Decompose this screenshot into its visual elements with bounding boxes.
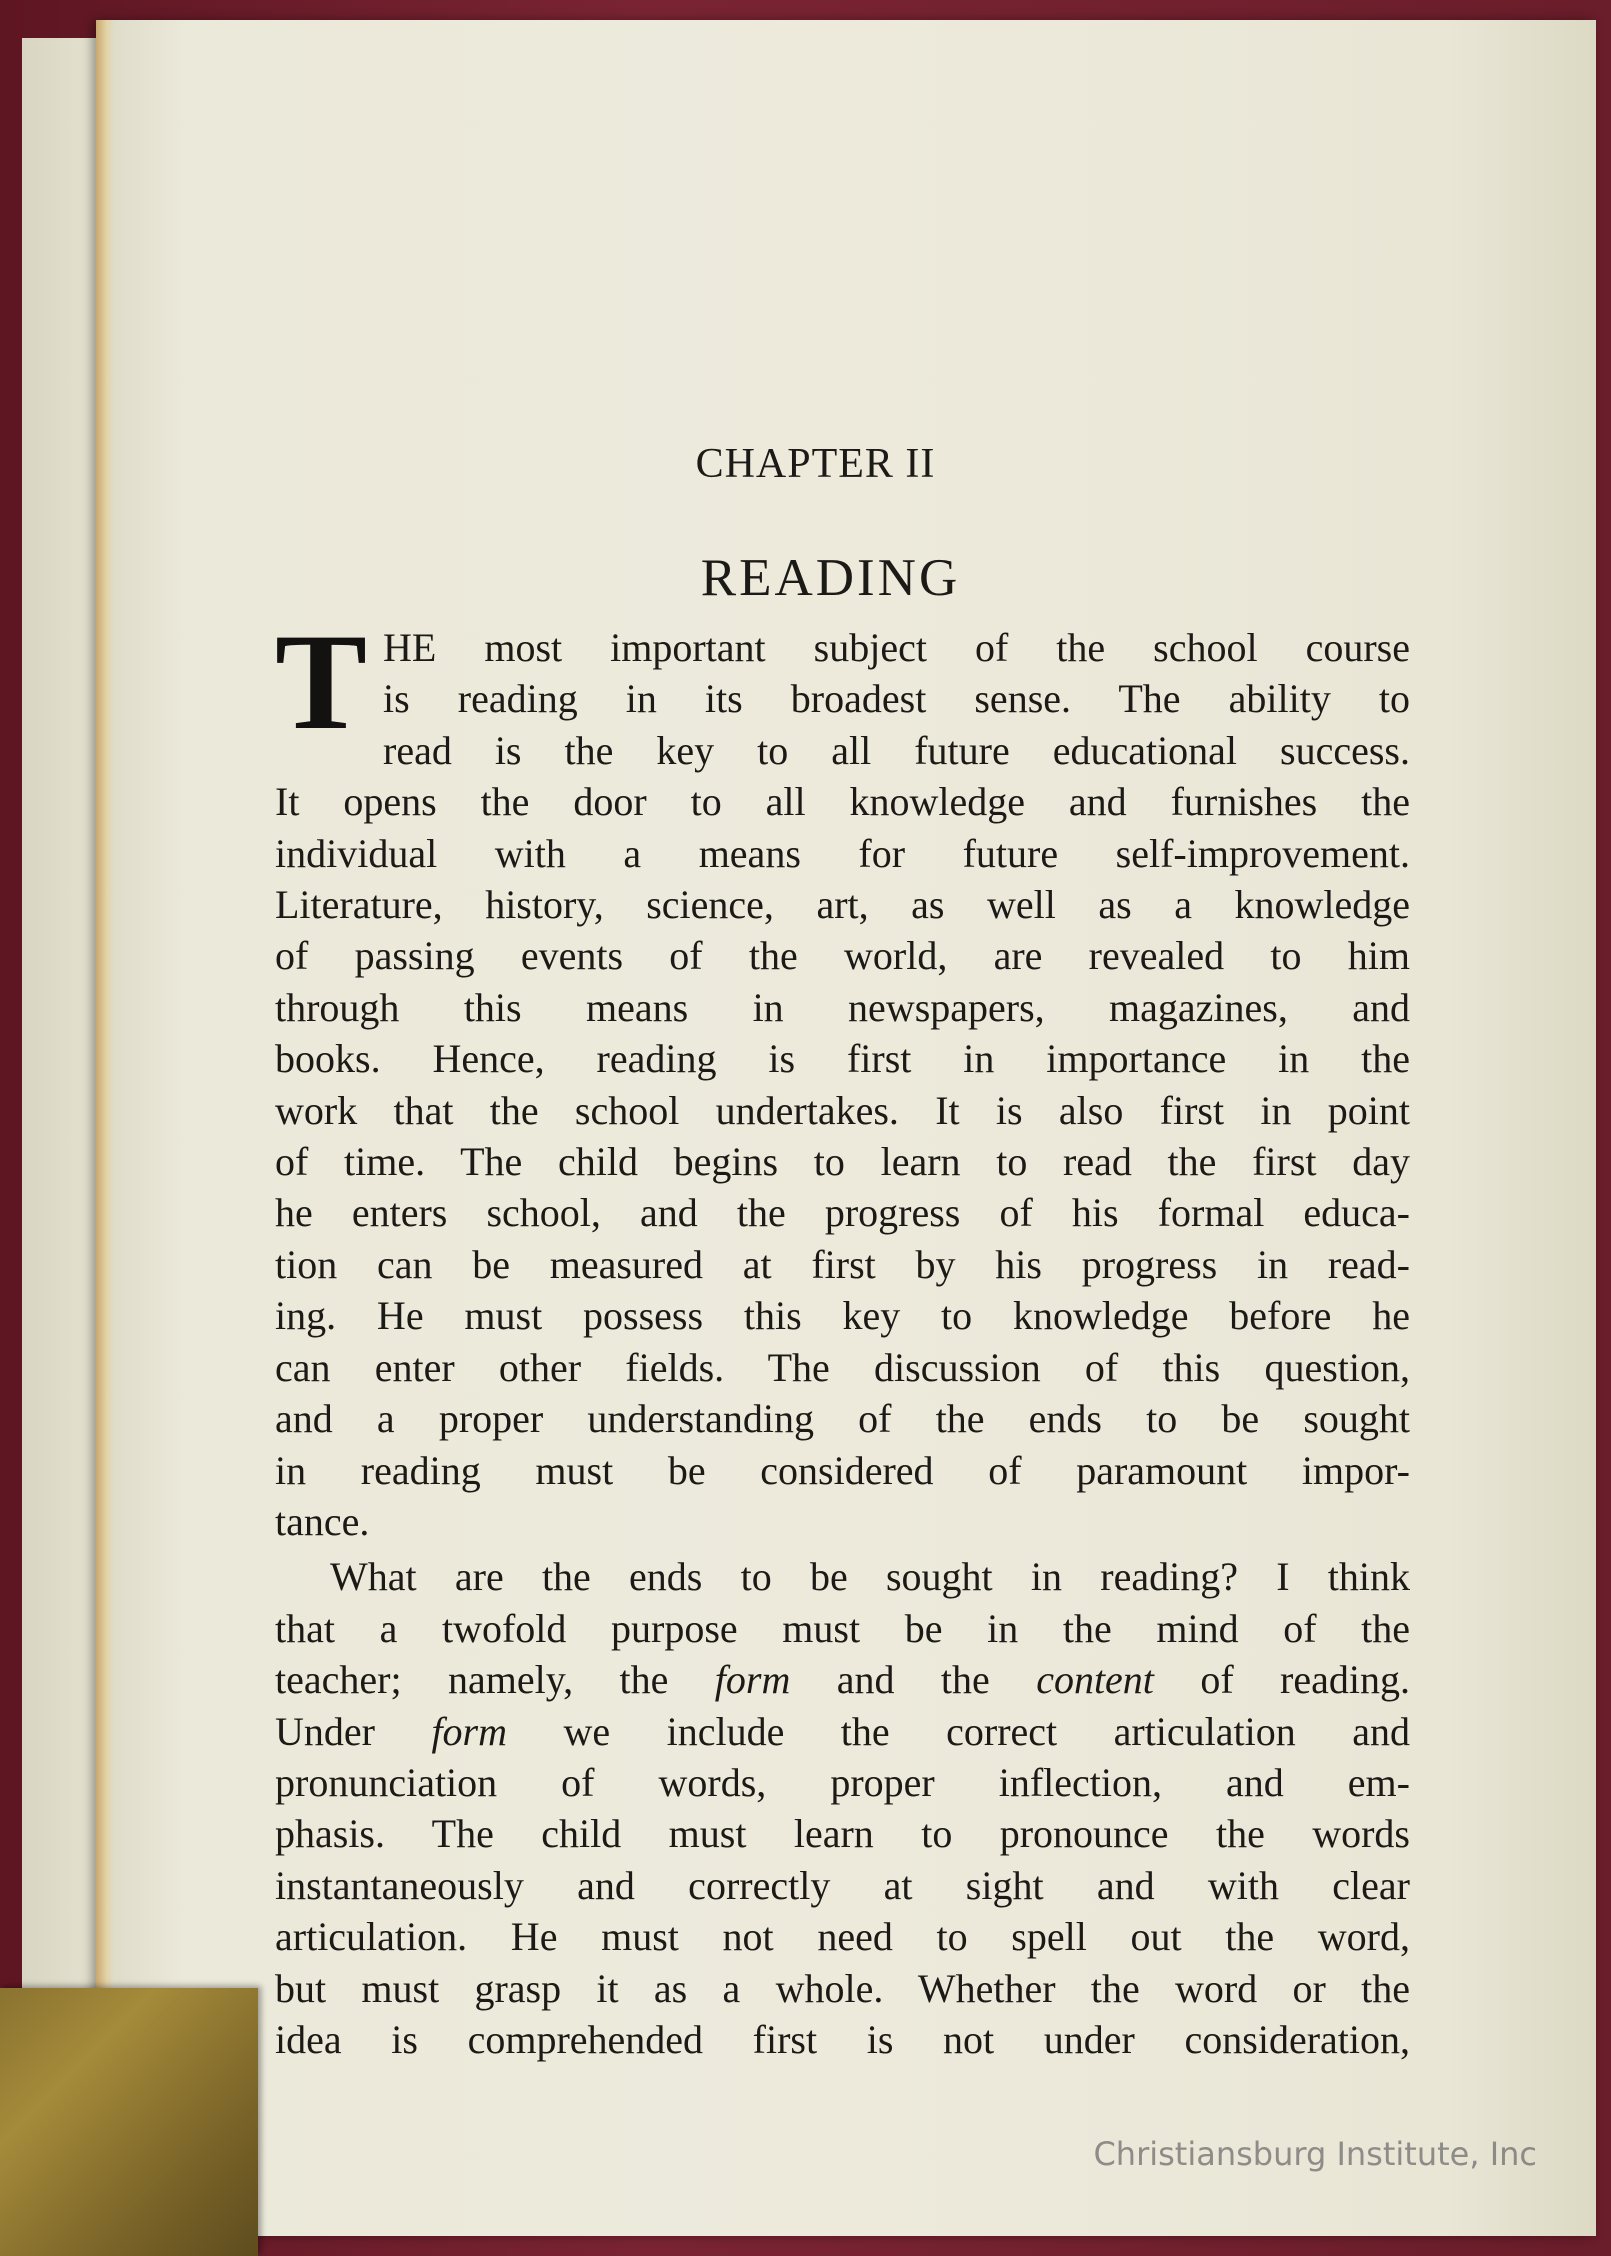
text-line: tance. bbox=[275, 1498, 370, 1544]
text-line: he enters school, and the progress of his formal educa- bbox=[275, 1190, 1410, 1236]
text-run: of reading. bbox=[1153, 1657, 1410, 1703]
book-corner-tab bbox=[0, 1988, 258, 2256]
text-run: Under bbox=[275, 1708, 432, 1754]
text-line: can enter other fields. The discussion of this question, bbox=[275, 1344, 1410, 1390]
text-line: but must grasp it as a whole. Whether the word or the bbox=[275, 1965, 1410, 2011]
italic-word-form: form bbox=[714, 1657, 791, 1703]
text-line: ing. He must possess this key to knowledge before he bbox=[275, 1293, 1410, 1339]
text-line: of time. The child begins to learn to read the first day bbox=[275, 1139, 1410, 1185]
text-line: tion can be measured at first by his progress in read- bbox=[275, 1241, 1410, 1287]
text-run: and the bbox=[790, 1657, 1037, 1703]
drop-cap: T bbox=[275, 605, 368, 758]
body-text bbox=[275, 605, 1410, 2065]
text-line bbox=[275, 1654, 1410, 1705]
italic-word-content: content bbox=[1036, 1657, 1154, 1703]
text-run: we include the correct articulation and bbox=[507, 1708, 1410, 1754]
text-line: phasis. The child must learn to pronounce the words bbox=[275, 1811, 1410, 1857]
page-gutter-edge bbox=[96, 20, 114, 2236]
text-line: of passing events of the world, are revealed to him bbox=[275, 933, 1410, 979]
text-line: articulation. He must not need to spell out the word, bbox=[275, 1914, 1410, 1960]
text-line: What are the ends to be sought in reading? I think bbox=[330, 1554, 1410, 1600]
text-line: that a twofold purpose must be in the mind of the bbox=[275, 1605, 1410, 1651]
text-line: read is the key to all future educational success. bbox=[383, 727, 1410, 773]
text-line: work that the school undertakes. It is also first in point bbox=[275, 1087, 1410, 1133]
watermark: Christiansburg Institute, Inc bbox=[1093, 2135, 1537, 2173]
text-line: HE most important subject of the school course bbox=[383, 625, 1410, 670]
text-line: idea is comprehended first is not under consideration, bbox=[275, 2016, 1410, 2062]
text-line: Literature, history, science, art, as well as a knowledge bbox=[275, 882, 1410, 928]
chapter-label: CHAPTER II bbox=[695, 441, 936, 487]
text-line: and a proper understanding of the ends to be sought bbox=[275, 1396, 1410, 1442]
text-line bbox=[275, 1706, 1410, 1757]
text-run: teacher; namely, the bbox=[275, 1657, 715, 1703]
text-line: through this means in newspapers, magazines, and bbox=[275, 984, 1410, 1030]
text-line: individual with a means for future self-improvement. bbox=[275, 830, 1410, 876]
chapter-title: READING bbox=[700, 549, 961, 607]
text-line: pronunciation of words, proper inflection, and em- bbox=[275, 1759, 1410, 1805]
text-line: instantaneously and correctly at sight and with clear bbox=[275, 1862, 1410, 1908]
text-line: books. Hence, reading is first in importance in the bbox=[275, 1036, 1410, 1082]
drop-cap-box bbox=[275, 605, 375, 758]
paragraph-1 bbox=[275, 605, 1410, 1547]
paragraph-2 bbox=[275, 1551, 1410, 2065]
text-line: It opens the door to all knowledge and furnishes the bbox=[275, 779, 1410, 825]
italic-word-form: form bbox=[431, 1708, 508, 1754]
text-line: is reading in its broadest sense. The ability to bbox=[383, 676, 1410, 722]
text-line: in reading must be considered of paramount impor- bbox=[275, 1447, 1410, 1493]
